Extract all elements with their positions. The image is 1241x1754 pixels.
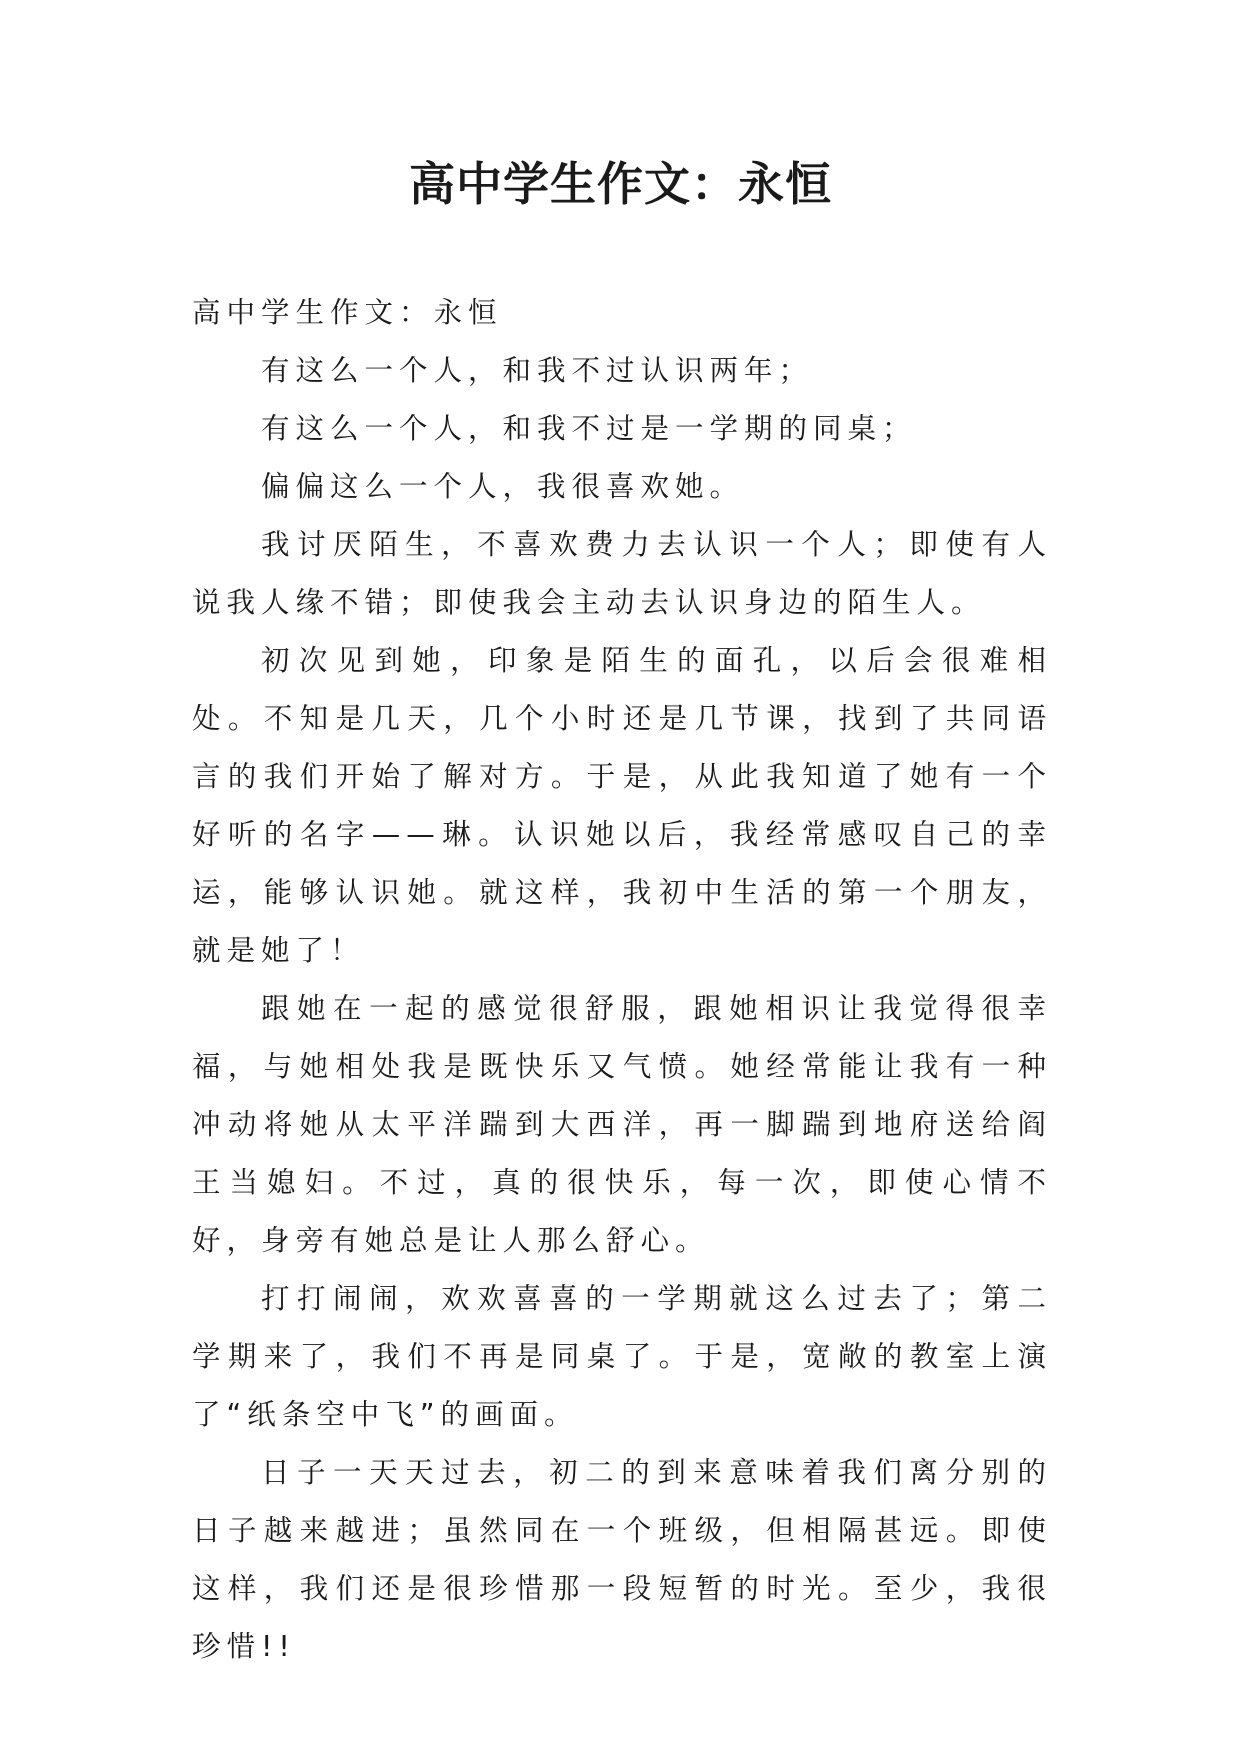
paragraph: 有这么一个人，和我不过认识两年； (261, 354, 814, 387)
document-title: 高中学生作文：永恒 (409, 157, 832, 211)
paragraph: 偏偏这么一个人，我很喜欢她。 (261, 470, 745, 503)
paragraph: 初次见到她，印象是陌生的面孔，以后会很难相处。不知是几天，几个小时还是几节课，找到了共同语言的我们开始了解对方。于是，从此我知道了她有一个好听的名字——琳。认识她以后，我经常感叹自己的幸运，能够认识她。就这样，我初中生活的第一个朋友，就是她了！ (192, 644, 1052, 967)
paragraph: 打打闹闹，欢欢喜喜的一学期就这么过去了；第二学期来了，我们不再是同桌了。于是，宽敞的教室上演了“纸条空中飞”的画面。 (192, 1282, 1052, 1431)
body-heading-line: 高中学生作文：永恒 (192, 296, 503, 329)
paragraph: 我讨厌陌生，不喜欢费力去认识一个人；即使有人说我人缘不错；即使我会主动去认识身边的陌生人。 (192, 528, 1052, 619)
paragraph: 日子一天天过去，初二的到来意味着我们离分别的日子越来越进；虽然同在一个班级，但相隔甚远。即使这样，我们还是很珍惜那一段短暂的时光。至少，我很珍惜!! (192, 1456, 1052, 1663)
document-body (192, 284, 1052, 1676)
paragraph: 有这么一个人，和我不过是一学期的同桌； (261, 412, 917, 445)
paragraph: 跟她在一起的感觉很舒服，跟她相识让我觉得很幸福，与她相处我是既快乐又气愤。她经常能让我有一种冲动将她从太平洋踹到大西洋，再一脚踹到地府送给阎王当媳妇。不过，真的很快乐，每一次，即使心情不好，身旁有她总是让人那么舒心。 (192, 992, 1052, 1257)
